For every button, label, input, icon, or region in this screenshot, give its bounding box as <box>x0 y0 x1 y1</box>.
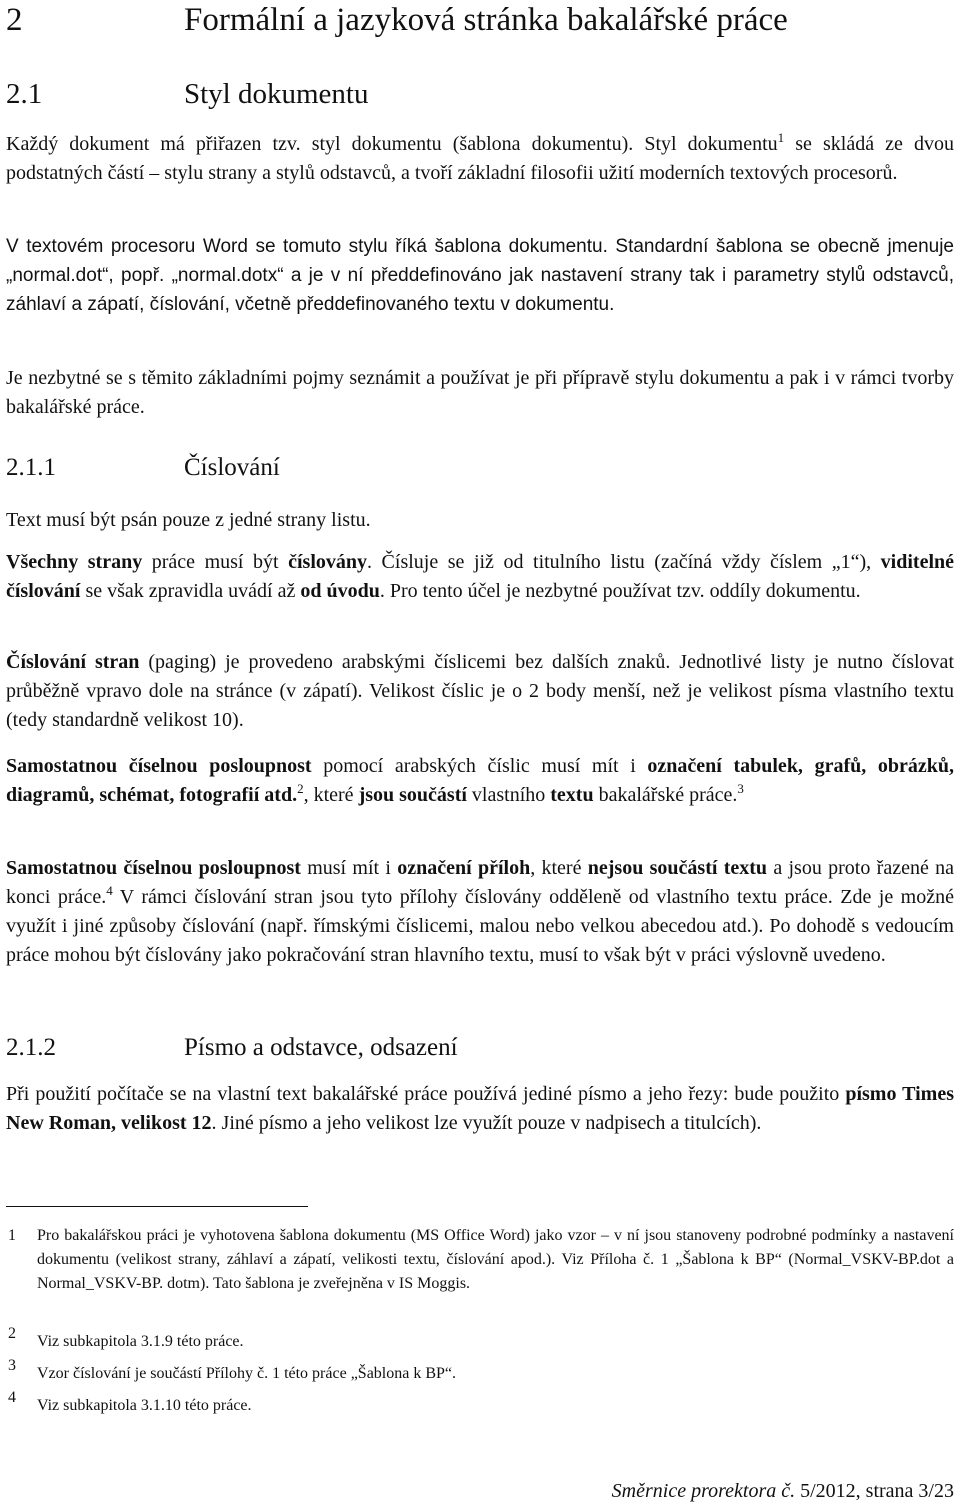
paragraph-paging: Číslování stran (paging) je provedeno arabskými číslicemi bez dalších znaků. Jednotlivé listy je nutno číslovat průběžně vpravo dole na stránce (v zápatí). Velikost číslic je o 2 body menší, než je velikost písma vlastního textu (tedy standardně velikost 10). <box>6 651 954 731</box>
footnote-ref-4[interactable]: 4 <box>106 883 113 898</box>
footnote-separator <box>6 1206 308 1207</box>
subsection-number: 2.1.2 <box>6 1034 56 1061</box>
subsection-number: 2.1.1 <box>6 454 56 481</box>
chapter-number: 2 <box>6 2 23 38</box>
paragraph-all-pages-numbered: Všechny strany práce musí být číslovány. Čísluje se již od titulního listu (začíná vždy číslem „1“), viditelné číslování se však zpravidla uvádí až od úvodu. Pro tento účel je nezbytné používat tzv. oddíly dokumentu. <box>6 551 955 602</box>
subsection-title: Písmo a odstavce, odsazení <box>184 1034 458 1061</box>
section-heading <box>6 76 368 112</box>
footnote-1: 1 Pro bakalářskou práci je vyhotovena šablona dokumentu (MS Office Word) jako vzor – v ní jsou stanoveny podrobné podmínky a nastavení dokumentu (velikost strany, záhlaví a zápatí, velikosti textu, číslování apod.). Viz Příloha č. 1 „Šablona k BP“ (Normal_VSKV-BP.dot a Normal_VSKV-BP. dotm). Tato šablona je zveřejněna v IS Moggis. <box>8 1227 954 1292</box>
footnote-ref-2[interactable]: 2 <box>297 781 304 796</box>
footnote-ref-1[interactable]: 1 <box>777 130 785 145</box>
subsection-title: Číslování <box>184 454 280 481</box>
paragraph-tables-figures: Samostatnou číselnou posloupnost pomocí arabských číslic musí mít i označení tabulek, grafů, obrázků, diagramů, schémat, fotografií atd.$^2$, které jsou součástí vlastního textu bakalářské práce.$^3$ <box>6 755 954 806</box>
paragraph-font: Při použití počítače se na vlastní text bakalářské práce používá jediné písmo a jeho řezy: bude použito písmo Times New Roman, velikost 12. Jiné písmo a jeho velikost lze využít pouze v nadpisech a titulcích). <box>6 1083 954 1134</box>
subsection-heading-numbering <box>6 452 280 484</box>
paragraph-appendices: Samostatnou číselnou posloupnost musí mít i označení příloh, které nejsou součástí textu a jsou proto řazené na konci práce.$^4$ V rámci číslování stran jsou tyto přílohy číslovány odděleně od vlastního textu práce. Zde je možné využít i jiné způsoby číslování (např. římskými číslicemi, malou nebo velkou abecedou atd.). Po dohodě s vedoucím práce mohou být číslovány jako pokračování stran hlavního textu, musí to však být v práci výslovně uvedeno. <box>6 857 954 966</box>
paragraph-terms: Je nezbytné se s těmito základními pojmy seznámit a používat je při přípravě stylu dokumentu a pak i v rámci tvorby bakalářské práce. <box>6 367 954 418</box>
paragraph-style-intro: Každý dokument má přiřazen tzv. styl dokumentu (šablona dokumentu). Styl dokumentu$^1$ se skládá ze dvou podstatných částí – stylu strany a stylů odstavců, a tvoří základní filosofii užití moderních textových procesorů. <box>6 130 954 184</box>
footnote-4: 4 Viz subkapitola 3.1.10 této práce. <box>8 1389 252 1414</box>
footnote-2: 2 Viz subkapitola 3.1.9 této práce. <box>8 1325 244 1350</box>
page-footer: Směrnice prorektora č. 5/2012, strana 3/23 <box>611 1480 954 1502</box>
paragraph-word-template: V textovém procesoru Word se tomuto stylu říká šablona dokumentu. Standardní šablona se obecně jmenuje „normal.dot“, popř. „normal.dotx“ a je v ní předdefinováno jak nastavení strany tak i parametry stylů odstavců, záhlaví a zápatí, číslování, včetně předdefinovaného textu v dokumentu. <box>6 236 954 315</box>
subsection-heading-font <box>6 1032 458 1064</box>
footnote-3: 3 Vzor číslování je součástí Přílohy č. 1 této práce „Šablona k BP“. <box>8 1357 457 1382</box>
chapter-title: Formální a jazyková stránka bakalářské práce <box>184 2 788 38</box>
paragraph-one-side: Text musí být psán pouze z jedné strany listu. <box>6 509 371 531</box>
section-number: 2.1 <box>6 78 43 110</box>
chapter-heading <box>6 0 788 40</box>
footnote-ref-3[interactable]: 3 <box>737 781 744 796</box>
section-title: Styl dokumentu <box>184 78 369 110</box>
